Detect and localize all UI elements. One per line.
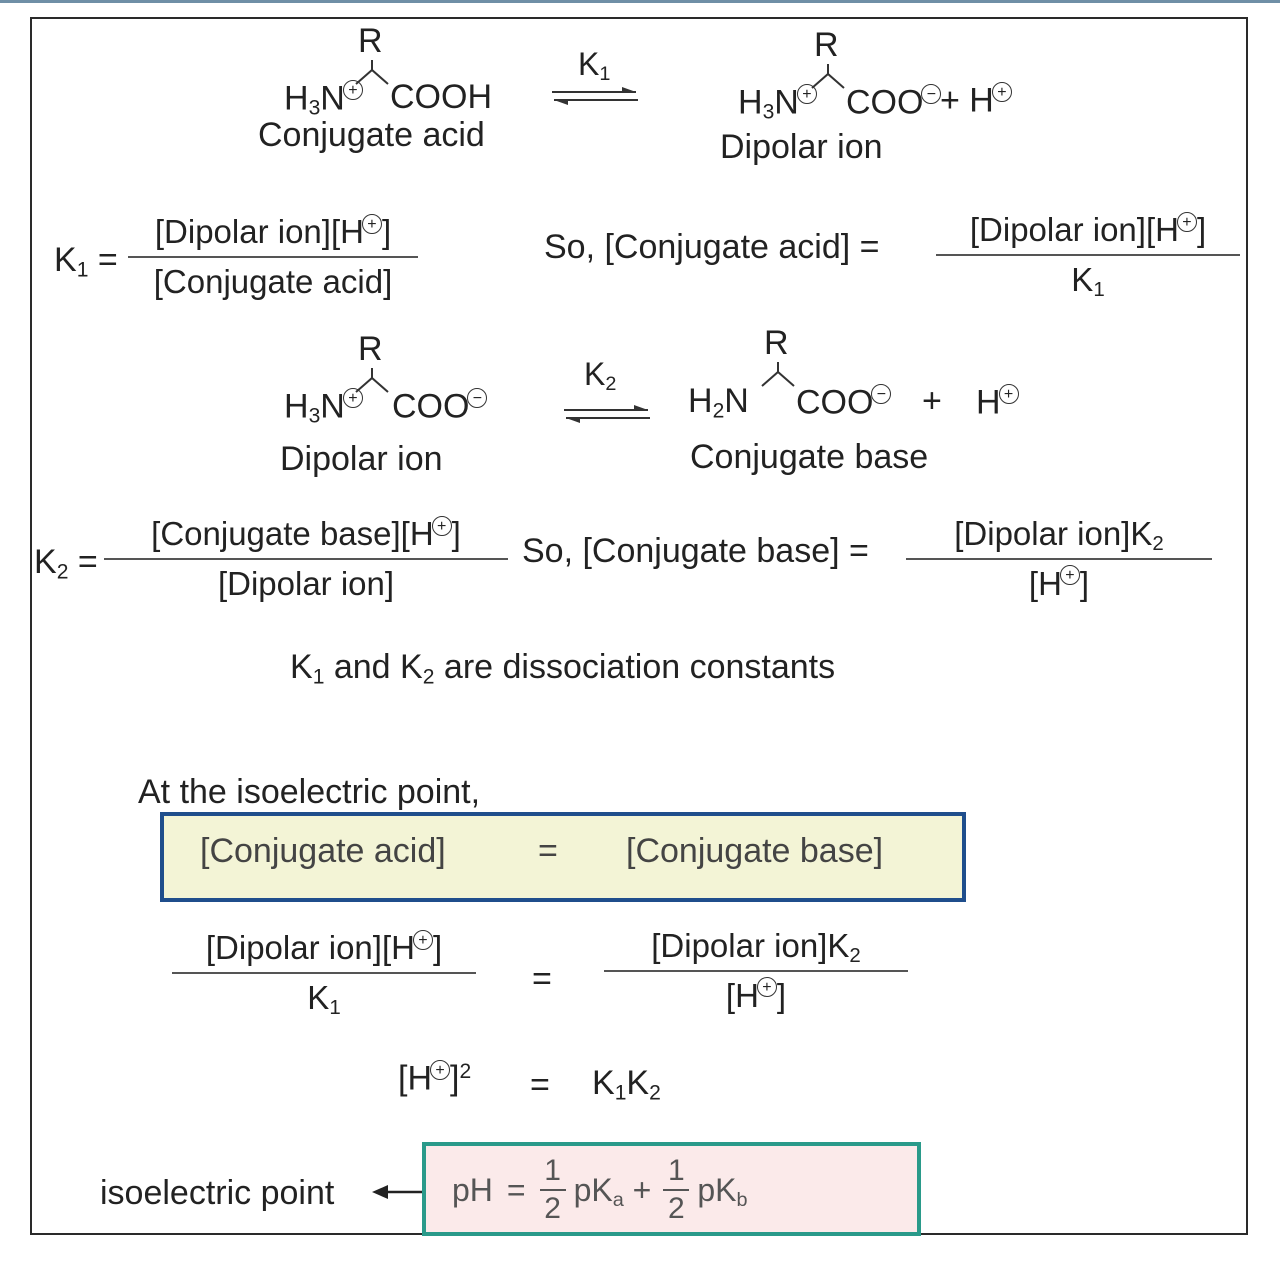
box-equals: = <box>538 832 558 870</box>
positive-charge-icon: + <box>432 516 452 536</box>
eq1-fraction <box>128 212 418 301</box>
equilibrium-arrow-icon <box>550 84 640 108</box>
r1-product-plus-h: + H + <box>940 82 1012 117</box>
r1-reactant-right: COOH <box>390 78 492 116</box>
fraction-bar <box>104 558 508 560</box>
negative-charge-icon: − <box>921 84 941 104</box>
half-fraction: 1 2 <box>540 1156 566 1224</box>
eq1-so-fraction <box>936 210 1240 299</box>
pka-term: $pK_a$ + <box>573 1171 652 1211</box>
eq2-denominator: [Dipolar ion] <box>217 564 395 602</box>
positive-charge-icon: + <box>999 384 1019 404</box>
eq2-so-denominator: [H + ] <box>1028 564 1090 602</box>
positive-charge-icon: + <box>1177 212 1197 232</box>
equilibrium-arrow-icon <box>562 402 652 426</box>
r2-reactant-right: COO − <box>392 388 487 423</box>
positive-charge-icon: + <box>797 84 817 104</box>
r2-k-label: $K_2$ <box>584 356 617 395</box>
r2-product-label: Conjugate base <box>690 438 929 476</box>
fraction-bar <box>936 254 1240 256</box>
negative-charge-icon: − <box>467 388 487 408</box>
eq1-so-numerator: [Dipolar ion][H + ] <box>969 211 1207 248</box>
r2-reactant-label: Dipolar ion <box>280 440 443 478</box>
r1-product-label: Dipolar ion <box>720 128 883 166</box>
iso-left-fraction <box>172 928 476 1017</box>
r2-reactant-r: R <box>358 330 383 368</box>
eq2-fraction <box>104 514 508 603</box>
ph-label: pH <box>452 1171 493 1208</box>
iso-left-denominator: $K_1$ <box>307 978 341 1019</box>
r2-bond-lines <box>350 366 410 396</box>
h2-equals: = <box>530 1066 550 1104</box>
pkb-term: $pK_b$ <box>697 1171 748 1211</box>
eq1-numerator: [Dipolar ion][H + ] <box>154 213 392 250</box>
r2-product-r: R <box>764 324 789 362</box>
positive-charge-icon: + <box>413 930 433 950</box>
r1-product-left: $H_3N$ + <box>738 84 817 119</box>
positive-charge-icon: + <box>992 82 1012 102</box>
eq2-so-numerator: [Dipolar $ion]K_2$ <box>954 515 1164 556</box>
r2-product-plus: + <box>922 382 942 420</box>
eq1-so-text: So, [Conjugate acid] = <box>544 228 880 266</box>
isoelectric-point-label: isoelectric point <box>100 1174 335 1212</box>
r1-k-label: $K_1$ <box>578 46 611 85</box>
eq2-so-fraction <box>906 514 1212 603</box>
negative-charge-icon: − <box>871 384 891 404</box>
ph-equals: = <box>506 1171 526 1208</box>
r1-product-r: R <box>814 26 839 64</box>
eq1-denominator: [Conjugate acid] <box>153 262 393 300</box>
dissociation-note: $K_1$ and $K_2$ are dissociation constants <box>290 648 836 689</box>
r2-reactant-left: $H_3N$ + <box>284 388 363 423</box>
r2-product-left: $H_2N$ <box>688 382 749 423</box>
iso-right-numerator: [Dipolar $ion]K_2$ <box>651 927 861 968</box>
positive-charge-icon: + <box>757 977 777 997</box>
eq1-lhs: $K_1$ = <box>54 241 118 282</box>
r2-product-bond-lines <box>756 360 816 390</box>
k1k2: $K_1K_2$ <box>592 1064 661 1105</box>
r1-bond-lines <box>350 58 410 88</box>
r2-product-right: COO − <box>796 384 891 419</box>
left-arrow-icon <box>372 1180 428 1204</box>
positive-charge-icon: + <box>343 388 363 408</box>
r1-reactant-label: Conjugate acid <box>258 116 485 154</box>
half-fraction: 1 2 <box>663 1156 689 1224</box>
iso-right-fraction <box>604 926 908 1015</box>
eq2-numerator: [Conjugate base][H + ] <box>151 515 461 552</box>
iso-frac-equals: = <box>532 960 552 998</box>
positive-charge-icon: + <box>430 1060 450 1080</box>
r1-product-right: COO − <box>846 84 941 119</box>
eq2-so-text: So, [Conjugate base] = <box>522 532 869 570</box>
eq1-so-denominator: $K_1$ <box>1071 260 1105 301</box>
iso-left-numerator: [Dipolar ion][H + ] <box>205 929 443 966</box>
eq2-lhs: $K_2$ = <box>34 543 98 584</box>
fraction-bar <box>906 558 1212 560</box>
fraction-bar <box>128 256 418 258</box>
isoelectric-heading: At the isoelectric point, <box>138 773 481 811</box>
positive-charge-icon: + <box>362 214 382 234</box>
ph-formula <box>452 1150 748 1230</box>
fraction-bar <box>172 972 476 974</box>
r1-reactant-left: $H_3N$ + <box>284 80 363 115</box>
fraction-bar <box>604 970 908 972</box>
box-conjugate-base: [Conjugate base] <box>626 832 884 870</box>
box-conjugate-acid: [Conjugate acid] <box>200 832 446 870</box>
r1-product-bond-lines <box>806 62 866 92</box>
r2-product-h: H + <box>976 384 1019 419</box>
content-frame <box>30 17 1248 1235</box>
positive-charge-icon: + <box>1060 565 1080 585</box>
positive-charge-icon: + <box>343 80 363 100</box>
top-divider <box>0 0 1280 3</box>
r1-reactant-r: R <box>358 22 383 60</box>
h-squared: $[H + ]^2$ <box>398 1059 472 1098</box>
iso-right-denominator: [H + ] <box>725 976 787 1014</box>
